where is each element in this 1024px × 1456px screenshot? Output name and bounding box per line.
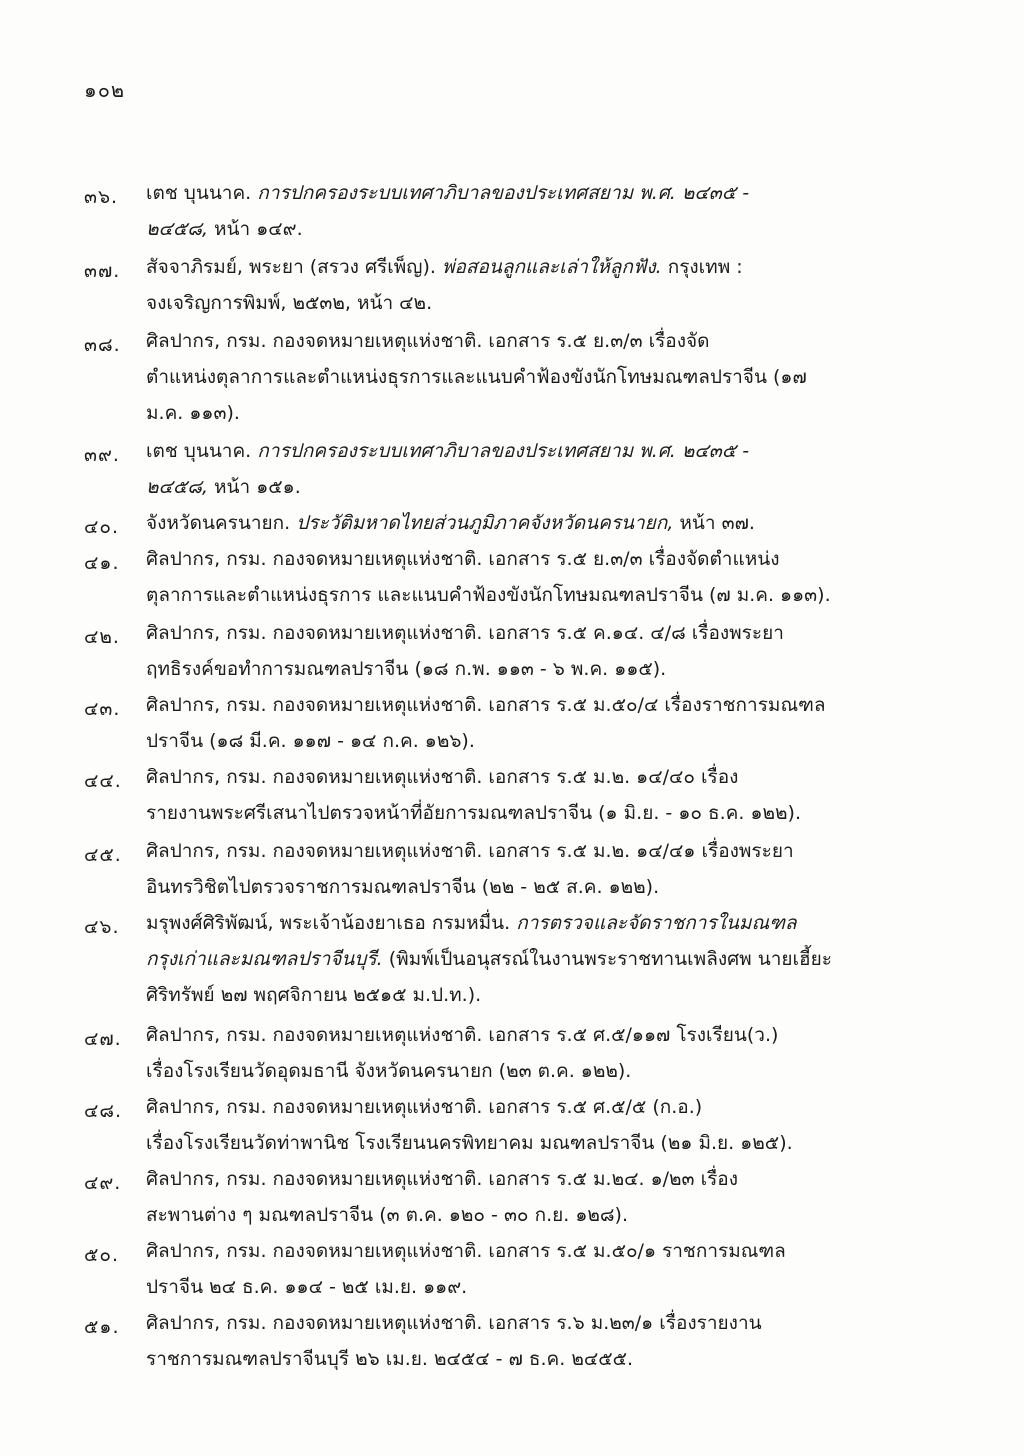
reference-text: ปราจีน (๑๘ มี.ค. ๑๑๗ - ๑๔ ก.ค. ๑๒๖). <box>146 730 475 752</box>
reference-line <box>146 654 838 684</box>
reference-line <box>146 1344 838 1374</box>
reference-text: เตช บุนนาค. <box>146 440 258 462</box>
reference-title-text: การปกครองระบบเทศาภิบาลของประเทศสยาม พ.ศ. ๒๔๓๕ - <box>257 440 750 462</box>
reference-line <box>146 1164 838 1194</box>
reference-line <box>146 1056 838 1086</box>
reference-text: ศิลปากร, กรม. กองจดหมายเหตุแห่งชาติ. เอกสาร ร.๕ ม.๕๐/๑ ราชการมณฑล <box>146 1240 786 1262</box>
reference-line <box>146 178 838 208</box>
reference-number: ๔๐. <box>84 516 120 538</box>
reference-number: ๓๗. <box>84 260 121 282</box>
reference-text: จงเจริญการพิมพ์, ๒๕๓๒, หน้า ๔๒. <box>146 292 433 314</box>
reference-number: ๔๒. <box>84 626 120 648</box>
reference-text: รายงานพระศรีเสนาไปตรวจหน้าที่อัยการมณฑลปราจีน (๑ มิ.ย. - ๑๐ ธ.ค. ๑๒๒). <box>146 802 802 824</box>
reference-text: จังหวัดนครนายก. <box>146 512 297 534</box>
reference-line <box>146 690 838 720</box>
reference-line <box>146 398 838 428</box>
reference-line <box>146 362 838 392</box>
reference-number: ๔๔. <box>84 770 122 792</box>
reference-text: ศิลปากร, กรม. กองจดหมายเหตุแห่งชาติ. เอกสาร ร.๕ ย.๓/๓ เรื่องจัด <box>146 330 710 352</box>
reference-line <box>146 1092 838 1122</box>
reference-line <box>146 798 838 828</box>
reference-text: ศิลปากร, กรม. กองจดหมายเหตุแห่งชาติ. เอกสาร ร.๕ ม.๒. ๑๔/๔๑ เรื่องพระยา <box>146 840 794 862</box>
reference-text: เรื่องโรงเรียนวัดอุดมธานี จังหวัดนครนายก (๒๓ ต.ค. ๑๒๒). <box>146 1060 632 1082</box>
reference-line <box>146 580 838 610</box>
reference-text: ศิลปากร, กรม. กองจดหมายเหตุแห่งชาติ. เอกสาร ร.๕ ย.๓/๓ เรื่องจัดตำแหน่ง <box>146 548 780 570</box>
reference-line <box>146 1272 838 1302</box>
reference-title-text: การตรวจและจัดราชการในมณฑล <box>516 912 797 934</box>
reference-line <box>146 326 838 356</box>
page-number: ๑๐๒ <box>84 78 126 102</box>
reference-text: ศิลปากร, กรม. กองจดหมายเหตุแห่งชาติ. เอกสาร ร.๖ ม.๒๓/๑ เรื่องรายงาน <box>146 1312 762 1334</box>
reference-text: สะพานต่าง ๆ มณฑลปราจีน (๓ ต.ค. ๑๒๐ - ๓๐ ก.ย. ๑๒๘). <box>146 1204 629 1226</box>
reference-line <box>146 1308 838 1338</box>
reference-title-text: การปกครองระบบเทศาภิบาลของประเทศสยาม พ.ศ. ๒๔๓๕ - <box>257 182 750 204</box>
reference-text: ราชการมณฑลปราจีนบุรี ๒๖ เม.ย. ๒๔๕๔ - ๗ ธ.ค. ๒๔๕๕. <box>146 1348 634 1370</box>
reference-number: ๕๑. <box>84 1316 120 1338</box>
reference-line <box>146 944 838 974</box>
reference-line <box>146 1020 838 1050</box>
reference-number: ๓๖. <box>84 186 119 208</box>
reference-line <box>146 908 838 938</box>
reference-line <box>146 762 838 792</box>
reference-number: ๔๑. <box>84 552 120 574</box>
reference-line <box>146 288 838 318</box>
reference-text: เรื่องโรงเรียนวัดท่าพานิช โรงเรียนนครพิทยาคม มณฑลปราจีน (๒๑ มิ.ย. ๑๒๕). <box>146 1132 793 1154</box>
reference-title-text: ๒๔๕๘, <box>146 476 208 498</box>
reference-text: อินทรวิชิตไปตรวจราชการมณฑลปราจีน (๒๒ - ๒๕ ส.ค. ๑๒๒). <box>146 876 660 898</box>
reference-number: ๓๘. <box>84 334 121 356</box>
reference-text: ศิลปากร, กรม. กองจดหมายเหตุแห่งชาติ. เอกสาร ร.๕ ศ.๕/๑๑๗ โรงเรียน(ว.) <box>146 1024 779 1046</box>
reference-number: ๔๘. <box>84 1100 123 1122</box>
reference-line <box>146 1200 838 1230</box>
reference-line <box>146 872 838 902</box>
reference-title-text: ประวัติมหาดไทยส่วนภูมิภาคจังหวัดนครนายก, <box>296 512 674 534</box>
reference-number: ๔๖. <box>84 916 120 938</box>
reference-text: ศิลปากร, กรม. กองจดหมายเหตุแห่งชาติ. เอกสาร ร.๕ ม.๒๔. ๑/๒๓ เรื่อง <box>146 1168 738 1190</box>
reference-line <box>146 252 838 282</box>
reference-title-text: กรุงเก่าและมณฑลปราจีนบุรี. <box>146 948 383 970</box>
reference-line <box>146 436 838 466</box>
reference-number: ๕๐. <box>84 1244 120 1266</box>
reference-line <box>146 1128 838 1158</box>
reference-line <box>146 726 838 756</box>
reference-text: กรุงเทพ : <box>661 256 743 278</box>
reference-text: ศิลปากร, กรม. กองจดหมายเหตุแห่งชาติ. เอกสาร ร.๕ ศ.๕/๕ (ก.อ.) <box>146 1096 703 1118</box>
reference-text: เตช บุนนาค. <box>146 182 258 204</box>
reference-text: หน้า ๓๗. <box>673 512 755 534</box>
reference-title-text: พ่อสอนลูกและเล่าให้ลูกฟัง. <box>441 256 662 278</box>
reference-text: ศิลปากร, กรม. กองจดหมายเหตุแห่งชาติ. เอกสาร ร.๕ ค.๑๔. ๔/๘ เรื่องพระยา <box>146 622 784 644</box>
reference-text: ศิริทรัพย์ ๒๗ พฤศจิกายน ๒๕๑๕ ม.ป.ท.). <box>146 984 482 1006</box>
reference-text: ศิลปากร, กรม. กองจดหมายเหตุแห่งชาติ. เอกสาร ร.๕ ม.๕๐/๔ เรื่องราชการมณฑล <box>146 694 826 716</box>
reference-title-text: ๒๔๕๘, <box>146 218 208 240</box>
reference-text: สัจจาภิรมย์, พระยา (สรวง ศรีเพ็ญ). <box>146 256 442 278</box>
reference-text: ศิลปากร, กรม. กองจดหมายเหตุแห่งชาติ. เอกสาร ร.๕ ม.๒. ๑๔/๔๐ เรื่อง <box>146 766 739 788</box>
reference-line <box>146 508 838 538</box>
reference-text: ตุลาการและตำแหน่งธุรการ และแนบคำฟ้องขังนักโทษมณฑลปราจีน (๗ ม.ค. ๑๑๓). <box>146 584 831 606</box>
reference-line <box>146 544 838 574</box>
reference-text: มรุพงศ์ศิริพัฒน์, พระเจ้าน้องยาเธอ กรมหมื่น. <box>146 912 517 934</box>
reference-line <box>146 836 838 866</box>
reference-line <box>146 980 838 1010</box>
reference-number: ๔๓. <box>84 698 121 720</box>
reference-line <box>146 618 838 648</box>
reference-line <box>146 1236 838 1266</box>
reference-text: ม.ค. ๑๑๓). <box>146 402 240 424</box>
reference-text: (พิมพ์เป็นอนุสรณ์ในงานพระราชทานเพลิงศพ นายเฮี้ยะ <box>382 948 832 970</box>
reference-text: หน้า ๑๕๑. <box>207 476 301 498</box>
reference-text: ฤทธิรงค์ขอทำการมณฑลปราจีน (๑๘ ก.พ. ๑๑๓ - ๖ พ.ค. ๑๑๕). <box>146 658 667 680</box>
reference-text: หน้า ๑๔๙. <box>207 218 303 240</box>
reference-number: ๔๗. <box>84 1028 122 1050</box>
reference-number: ๔๙. <box>84 1172 122 1194</box>
reference-text: ตำแหน่งตุลาการและตำแหน่งธุรการและแนบคำฟ้องขังนักโทษมณฑลปราจีน (๑๗ <box>146 366 807 388</box>
reference-number: ๔๕. <box>84 844 122 866</box>
reference-line <box>146 472 838 502</box>
reference-line <box>146 214 838 244</box>
reference-number: ๓๙. <box>84 444 120 466</box>
reference-text: ปราจีน ๒๔ ธ.ค. ๑๑๔ - ๒๕ เม.ย. ๑๑๙. <box>146 1276 468 1298</box>
